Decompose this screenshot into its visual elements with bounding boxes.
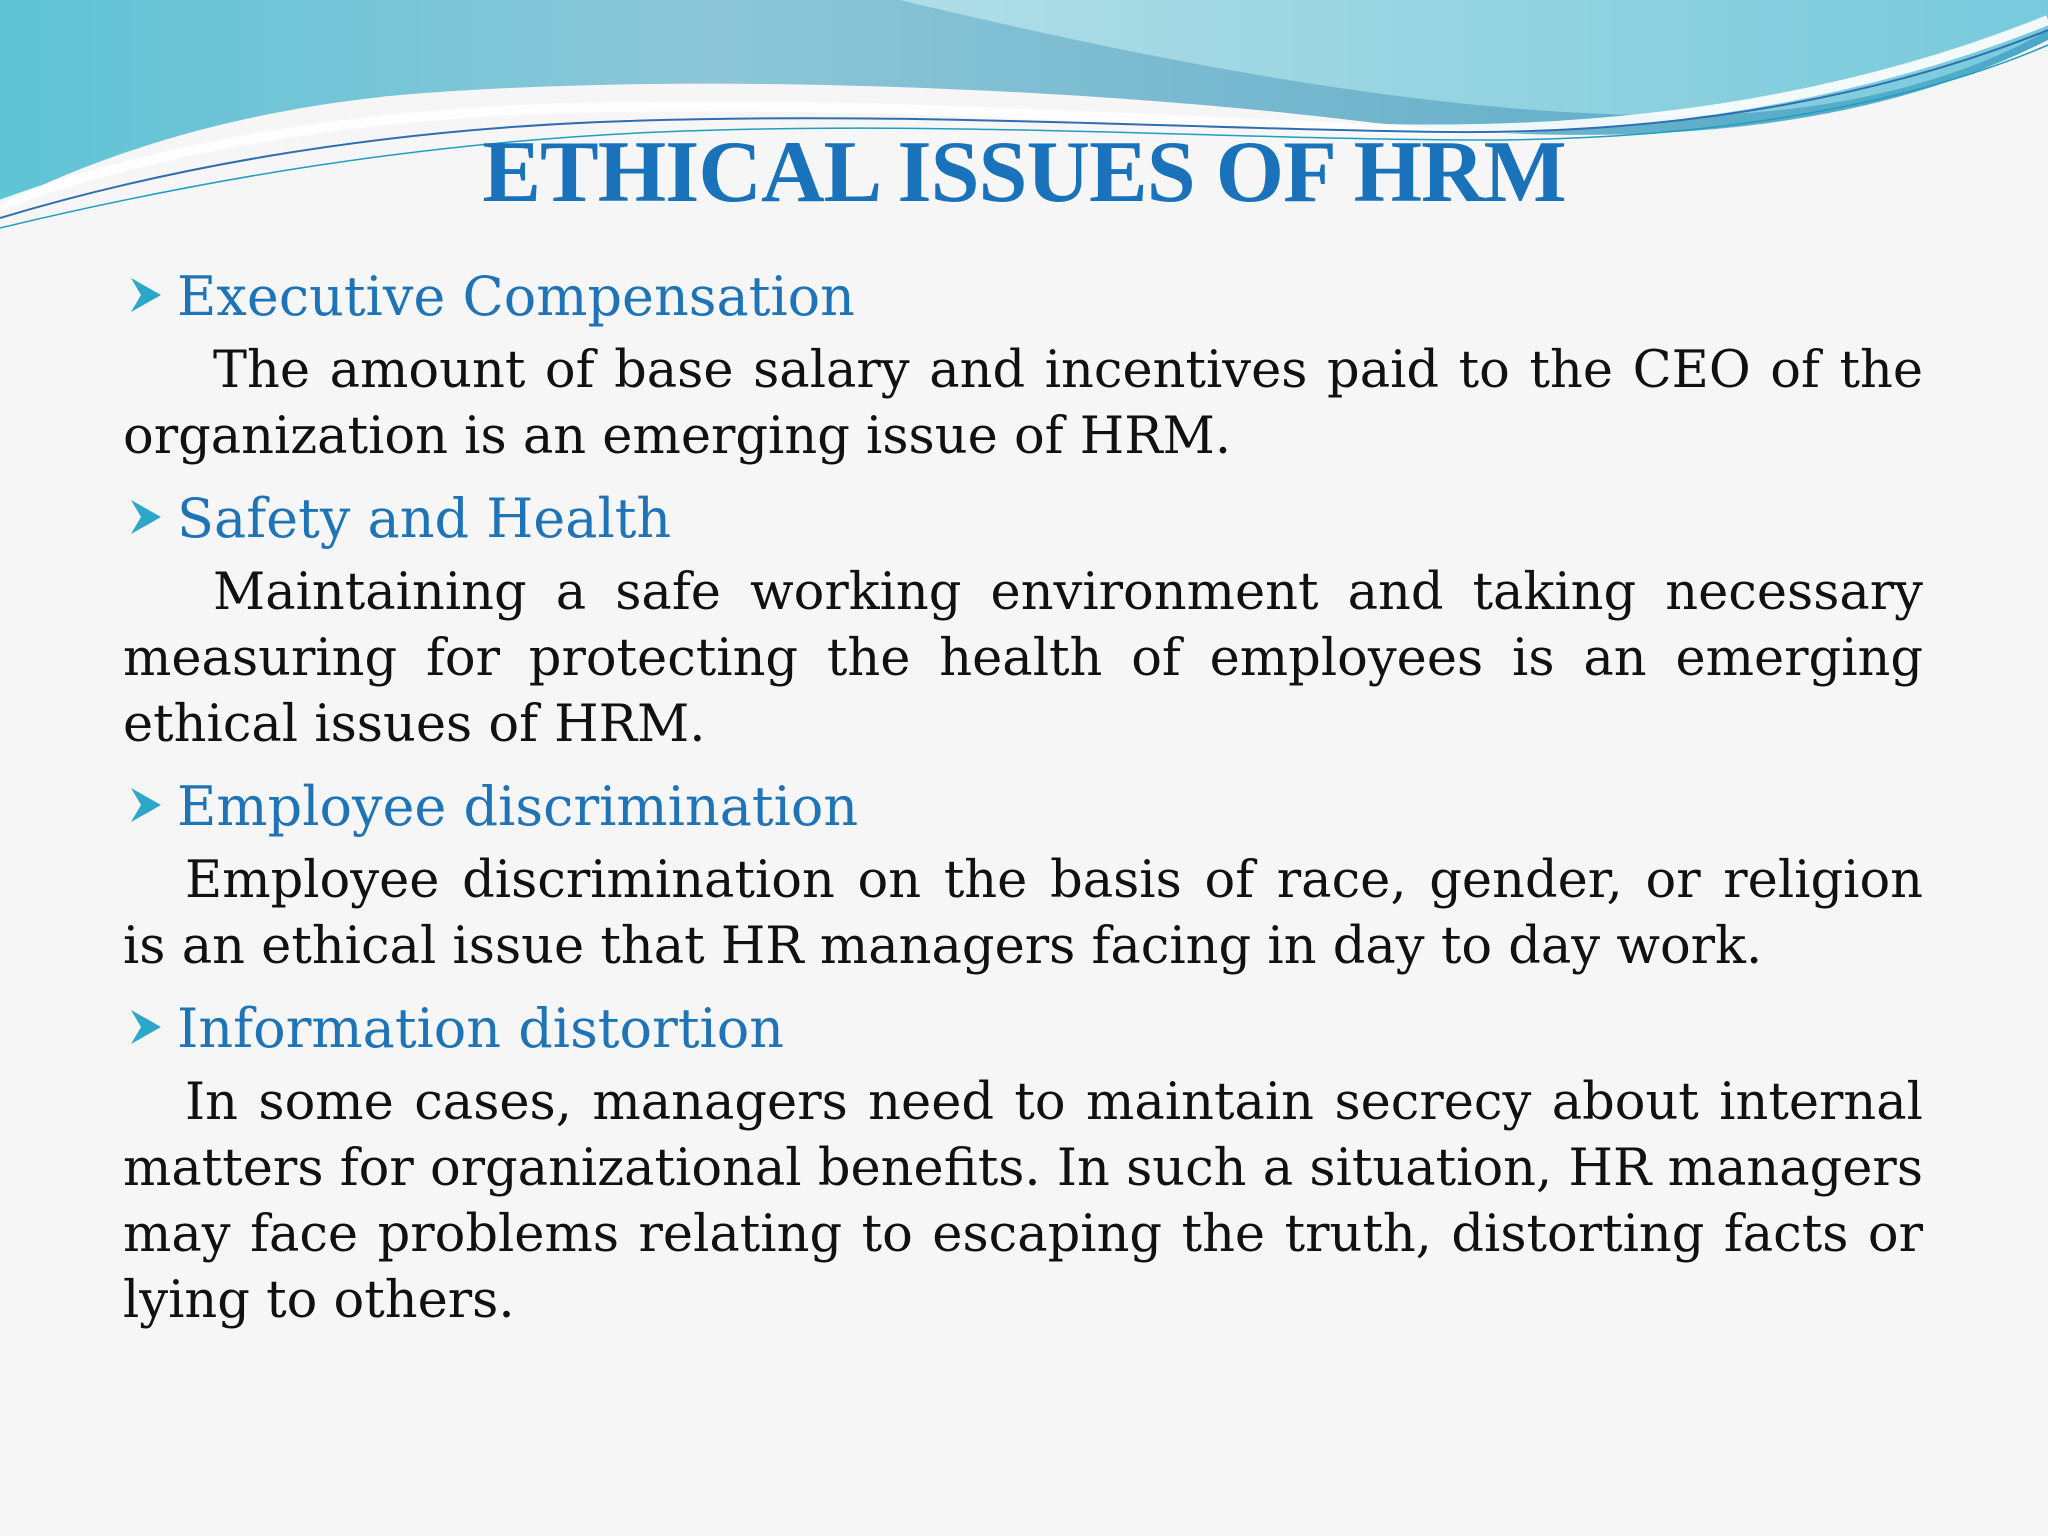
slide-title: ETHICAL ISSUES OF HRM bbox=[482, 124, 1566, 221]
list-item-description: Maintaining a safe working environment and taking necessary measuring for protecting the health of employees is an emerging ethical issues of HRM. bbox=[123, 563, 1923, 754]
content-area bbox=[123, 262, 1923, 1348]
list-item-heading bbox=[123, 994, 1923, 1064]
list-item-description: Employee discrimination on the basis of race, gender, or religion is an ethical issue that HR managers facing in day to day work. bbox=[123, 851, 1923, 976]
list-item-heading bbox=[123, 262, 1923, 332]
arrow-bullet-icon bbox=[129, 498, 163, 536]
list-item-heading bbox=[123, 772, 1923, 842]
heading-text: Information distortion bbox=[177, 997, 785, 1060]
list-item-heading bbox=[123, 484, 1923, 554]
arrow-bullet-icon bbox=[129, 786, 163, 824]
heading-text: Employee discrimination bbox=[177, 775, 859, 838]
list-item-description: The amount of base salary and incentives paid to the CEO of the organization is an emerging issue of HRM. bbox=[123, 341, 1923, 466]
heading-text: Safety and Health bbox=[177, 487, 672, 550]
arrow-bullet-icon bbox=[129, 276, 163, 314]
arrow-bullet-icon bbox=[129, 1008, 163, 1046]
heading-text: Executive Compensation bbox=[177, 265, 855, 328]
list-item-description: In some cases, managers need to maintain secrecy about internal matters for organizational benefits. In such a situation, HR managers may face problems relating to escaping the truth, distorting facts or lying to others. bbox=[123, 1073, 1923, 1330]
